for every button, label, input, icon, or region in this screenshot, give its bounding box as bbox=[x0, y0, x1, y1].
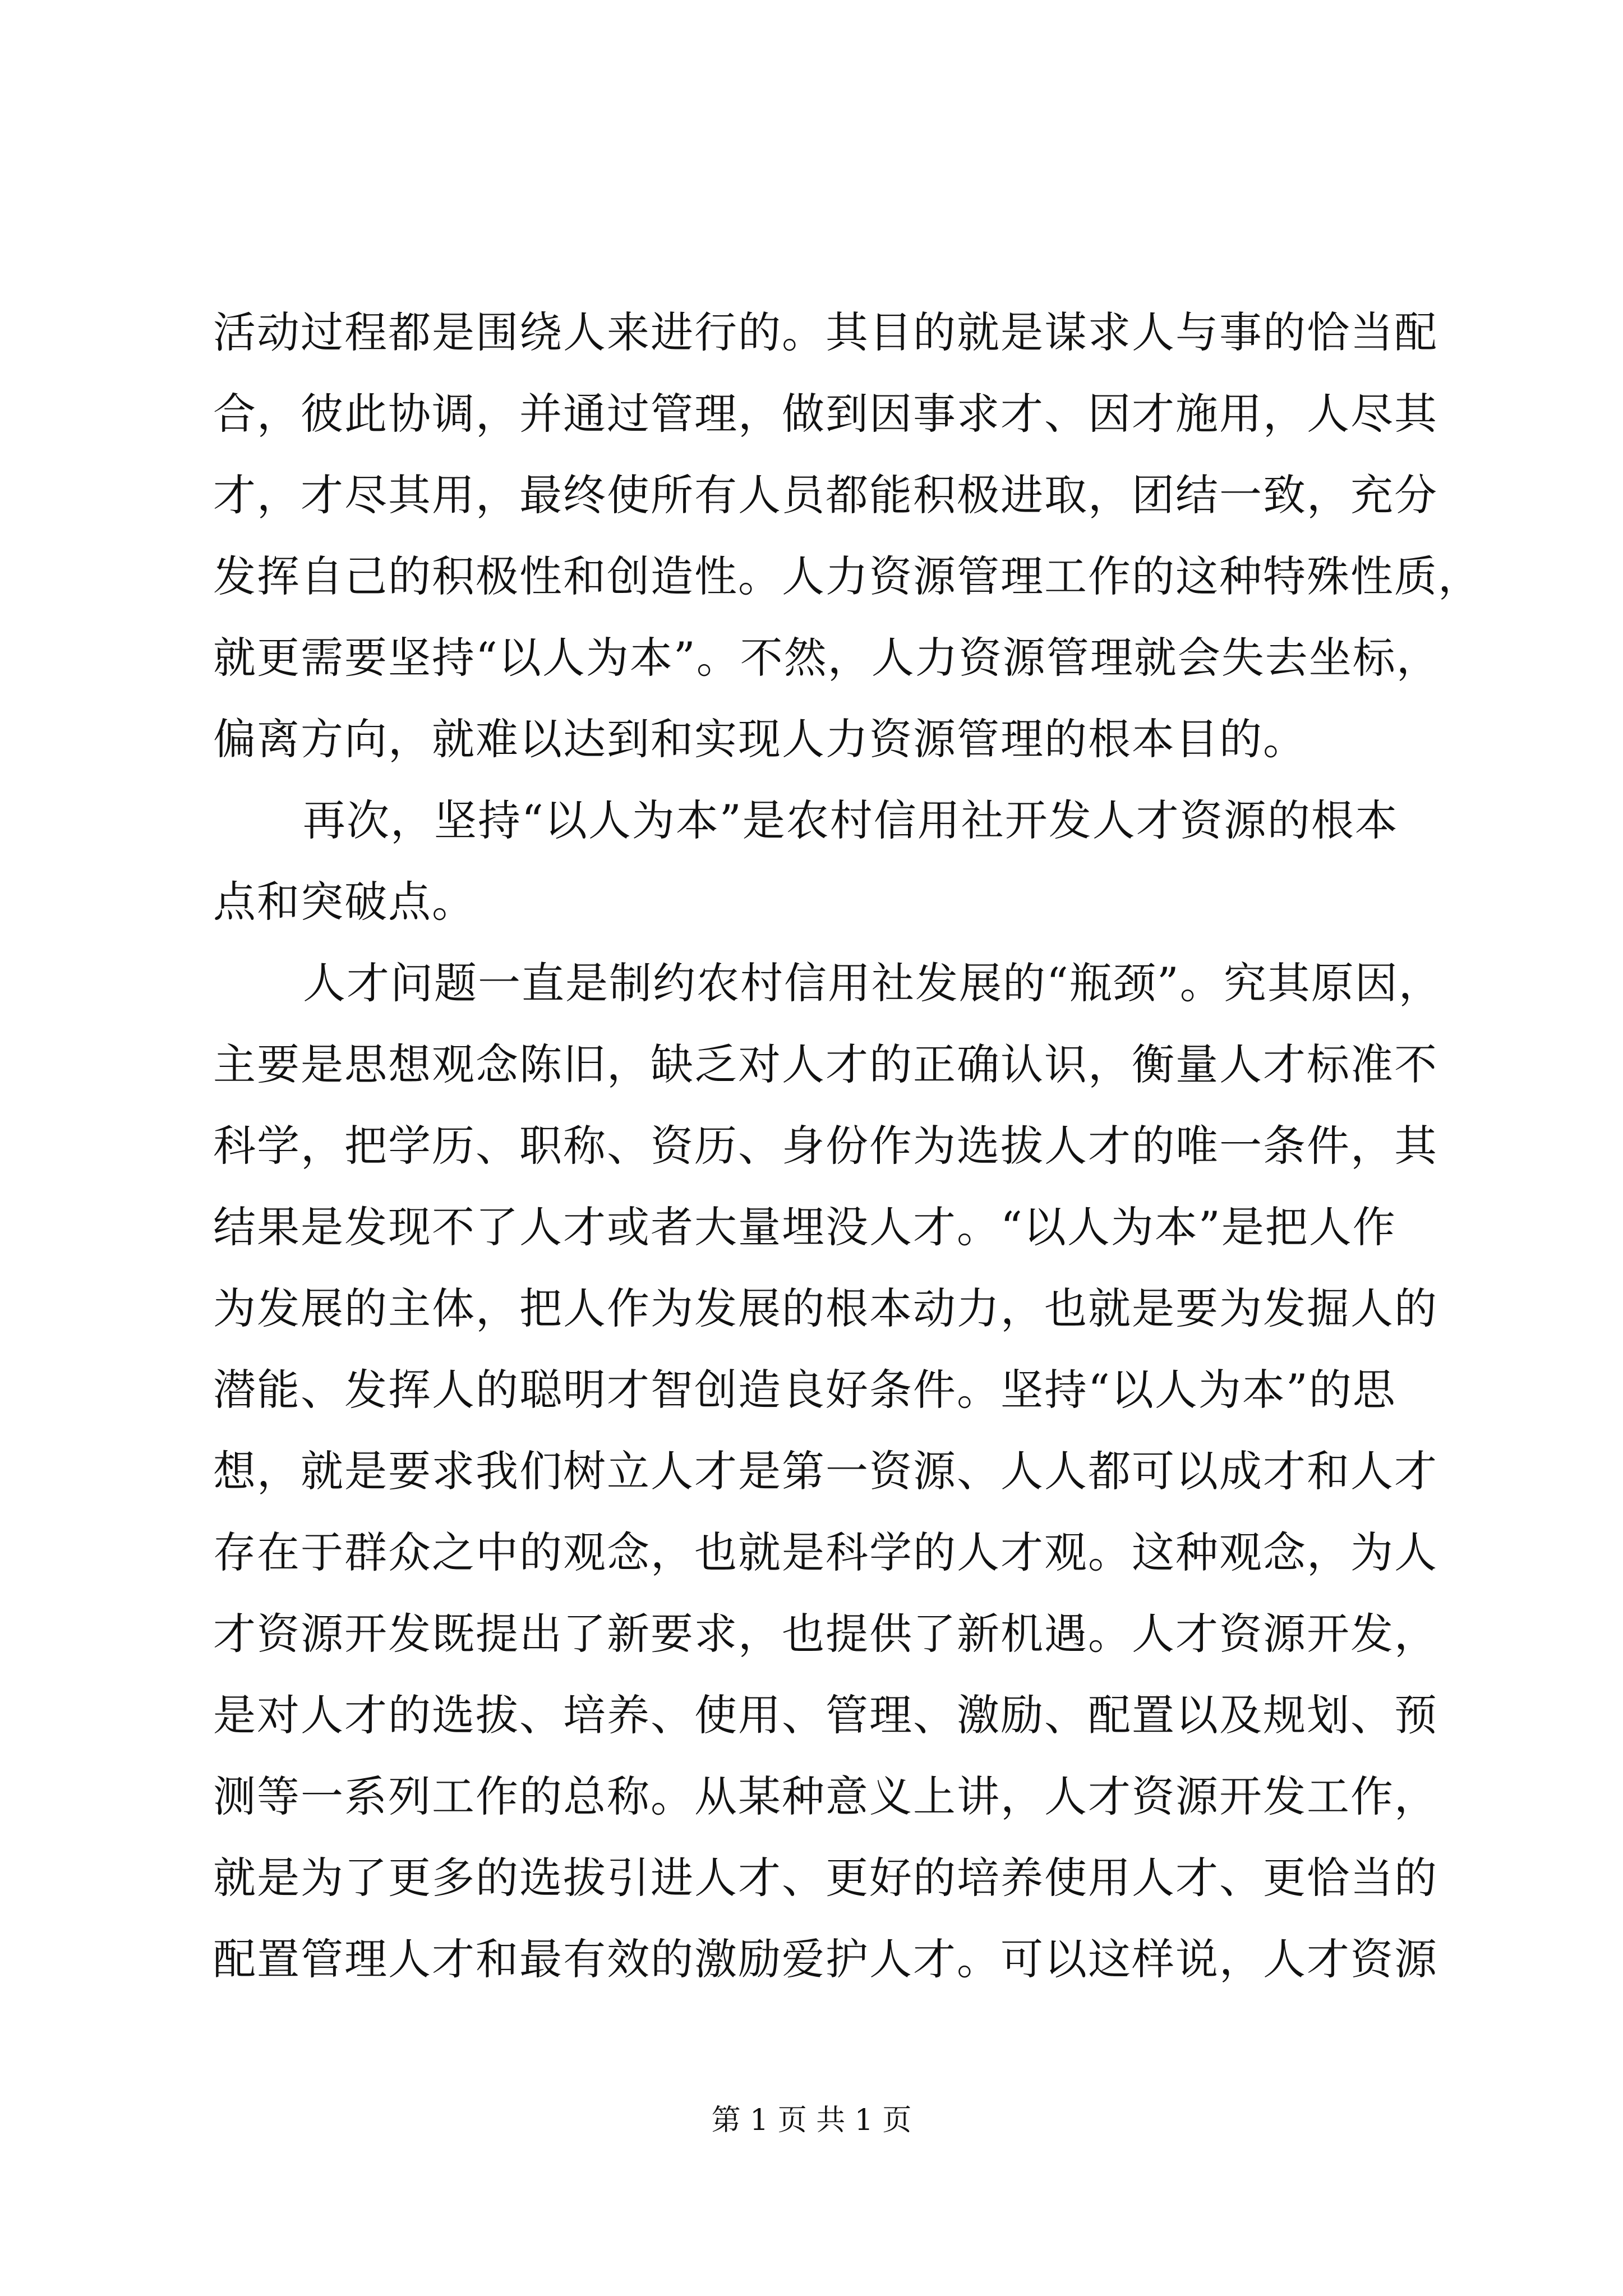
page-number-label: 第 1 页 共 1 页 bbox=[711, 2104, 912, 2137]
paragraph-3-line-10: 是对人才的选拔、培养、使用、管理、激励、配置以及规划、预 bbox=[213, 1690, 1438, 1740]
paragraph-3-line-2: 主要是思想观念陈旧，缺乏对人才的正确认识，衡量人才标准不 bbox=[213, 1039, 1438, 1089]
paragraph-3-line-1: 人才问题一直是制约农村信用社发展的“瓶颈”。究其原因， bbox=[303, 958, 1442, 1008]
paragraph-3-line-12: 就是为了更多的选拔引进人才、更好的培养使用人才、更恰当的 bbox=[213, 1853, 1438, 1903]
paragraph-1-line-3: 才，才尽其用，最终使所有人员都能积极进取，团结一致，充分 bbox=[213, 470, 1438, 520]
paragraph-3-line-9: 才资源开发既提出了新要求，也提供了新机遇。人才资源开发， bbox=[213, 1609, 1438, 1659]
paragraph-3-line-5: 为发展的主体，把人作为发展的根本动力，也就是要为发掘人的 bbox=[213, 1283, 1438, 1333]
page-footer bbox=[0, 2098, 1623, 2143]
paragraph-1-line-1: 活动过程都是围绕人来进行的。其目的就是谋求人与事的恰当配 bbox=[213, 307, 1438, 357]
paragraph-3-line-7: 想，就是要求我们树立人才是第一资源、人人都可以成才和人才 bbox=[213, 1446, 1438, 1496]
paragraph-3-line-6: 潜能、发挥人的聪明才智创造良好条件。坚持“以人为本”的思 bbox=[213, 1365, 1396, 1415]
paragraph-3-line-11: 测等一系列工作的总称。从某种意义上讲，人才资源开发工作， bbox=[213, 1772, 1438, 1821]
paragraph-1-line-2: 合，彼此协调，并通过管理，做到因事求才、因才施用，人尽其 bbox=[213, 389, 1438, 439]
paragraph-2-line-2: 点和突破点。 bbox=[213, 877, 476, 927]
paragraph-3-line-8: 存在于群众之中的观念，也就是科学的人才观。这种观念，为人 bbox=[213, 1527, 1438, 1577]
paragraph-3-line-3: 科学，把学历、职称、资历、身份作为选拔人才的唯一条件，其 bbox=[213, 1121, 1438, 1171]
paragraph-1-line-5: 就更需要坚持“以人为本”。不然，人力资源管理就会失去坐标， bbox=[213, 633, 1440, 683]
document-body bbox=[213, 292, 1482, 2000]
paragraph-3-line-13: 配置管理人才和最有效的激励爱护人才。可以这样说，人才资源 bbox=[213, 1934, 1438, 1984]
paragraph-3-line-4: 结果是发现不了人才或者大量埋没人才。“以人为本”是把人作 bbox=[213, 1202, 1396, 1252]
paragraph-1-line-4: 发挥自己的积极性和创造性。人力资源管理工作的这种特殊性质， bbox=[213, 551, 1482, 601]
paragraph-1-line-6: 偏离方向，就难以达到和实现人力资源管理的根本目的。 bbox=[213, 714, 1307, 764]
paragraph-2-line-1: 再次，坚持“以人为本”是农村信用社开发人才资源的根本 bbox=[303, 795, 1399, 845]
